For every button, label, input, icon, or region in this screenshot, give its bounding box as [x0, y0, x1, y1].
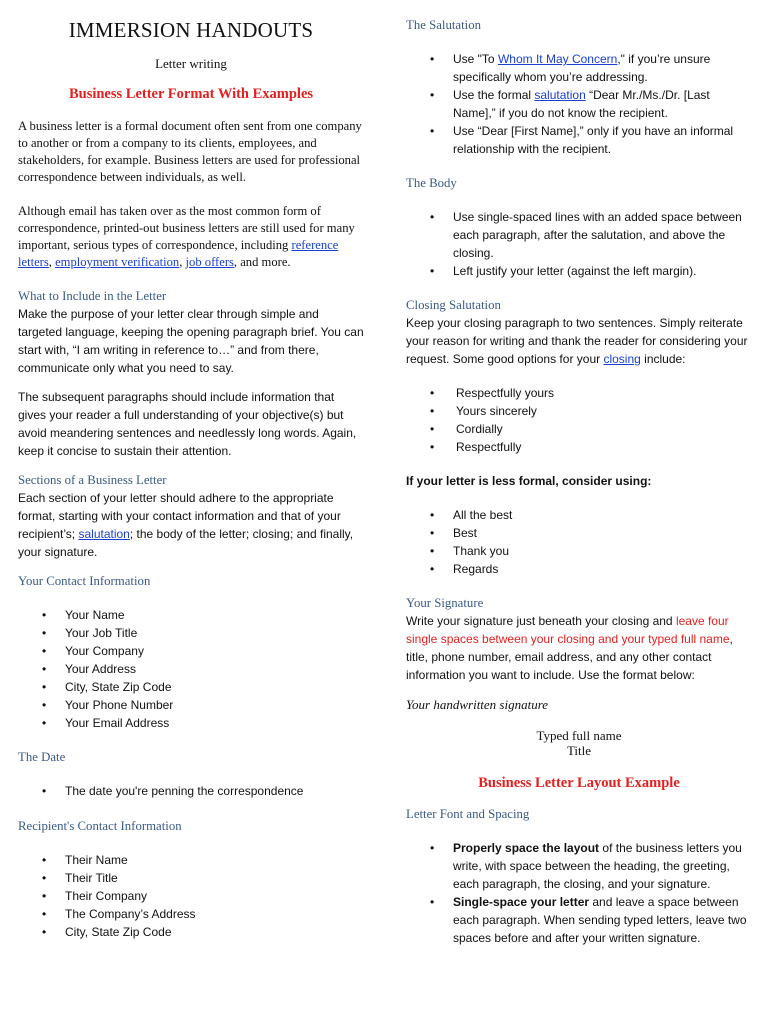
list-item: • Their Title — [18, 869, 364, 887]
list-item: • The Company’s Address — [18, 905, 364, 923]
closing-paragraph-text: Keep your closing paragraph to two sentences. Simply reiterate your reason for writing and thank the reader for considering your request. Some good options for your — [406, 316, 748, 366]
list-item: • Their Company — [18, 887, 364, 905]
whom-it-may-concern-link[interactable]: Whom It May Concern — [497, 52, 618, 66]
recipient-info-list — [18, 851, 364, 941]
list-item: • Your Phone Number — [18, 696, 364, 714]
list-item-text: ," if you’re unsure specifically whom you’re addressing. — [453, 52, 711, 84]
list-item: • City, State Zip Code — [18, 923, 364, 941]
list-item-text: and leave a space between each paragraph. When sending typed letters, leave two spaces before and after your written signature. — [453, 895, 747, 945]
salutation-heading: The Salutation — [406, 18, 481, 32]
list-item: • Left justify your letter (against the left margin). — [406, 262, 752, 280]
job-offers-link[interactable]: job offers — [185, 255, 234, 269]
font-spacing-list — [406, 839, 752, 947]
sections-paragraph — [18, 489, 364, 561]
contact-info-heading: Your Contact Information — [18, 574, 151, 588]
list-item: • Respectfully — [406, 438, 752, 456]
list-item: • Best — [406, 524, 752, 542]
list-item-text: Use "To — [453, 52, 498, 66]
list-item: • Your Address — [18, 660, 364, 678]
layout-example-heading: Business Letter Layout Example — [478, 775, 680, 791]
sections-paragraph-text: Each section of your letter should adhere to the appropriate format, starting with your contact information and that of your recipient’s; — [18, 491, 341, 541]
date-list — [18, 782, 364, 800]
employment-verification-link[interactable]: employment verification — [55, 255, 180, 269]
list-item: • The date you're penning the correspondence — [18, 782, 364, 800]
intro-paragraph-1: A business letter is a formal document often sent from one company to another or from a company to its clients, employees, and stakeholders, for example. Business letters are used for professional correspondence between individuals, as well. — [18, 119, 362, 184]
closing-salutation-heading: Closing Salutation — [406, 298, 501, 312]
body-heading: The Body — [406, 176, 457, 190]
separator: , — [179, 255, 186, 269]
closing-paragraph — [406, 314, 752, 368]
signature-paragraph — [406, 612, 752, 684]
list-item — [406, 893, 752, 947]
typed-full-name: Typed full name — [536, 728, 622, 743]
list-item: • Yours sincerely — [406, 402, 752, 420]
sections-paragraph-end: ; the body of the letter; closing; and finally, your signature. — [18, 527, 354, 559]
font-spacing-heading: Letter Font and Spacing — [406, 807, 530, 821]
salutation-link[interactable]: salutation — [78, 527, 130, 541]
intro-paragraph-2-text: Although email has taken over as the most common form of correspondence, printed-out business letters are still used for many important, serious types of correspondence, including — [18, 204, 355, 252]
list-item: • Your Name — [18, 606, 364, 624]
less-formal-note: If your letter is less formal, consider using: — [406, 474, 652, 488]
list-item: • Their Name — [18, 851, 364, 869]
list-item-text: of the business letters you write, with space between the heading, the greeting, each paragraph, the closing, and your signature. — [453, 841, 742, 891]
salutation-list — [406, 50, 752, 158]
list-item-text: Use the formal — [453, 88, 535, 102]
list-item: • All the best — [406, 506, 752, 524]
list-item: • Regards — [406, 560, 752, 578]
recipient-info-heading: Recipient's Contact Information — [18, 819, 182, 833]
list-item-text: “Dear Mr./Ms./Dr. [Last Name],” if you do not know the recipient. — [453, 88, 710, 120]
list-item: • Respectfully yours — [406, 384, 752, 402]
intro-paragraph-2 — [18, 203, 364, 271]
separator: , — [48, 255, 56, 269]
date-heading: The Date — [18, 750, 66, 764]
signature-paragraph-text: Write your signature just beneath your closing and — [406, 614, 676, 628]
informal-options-list — [406, 506, 752, 578]
list-item-bold: Single-space your letter — [453, 895, 590, 909]
signature-highlight: leave four single spaces between your closing and your typed full name — [406, 614, 730, 646]
list-item — [406, 839, 752, 893]
right-column — [406, 0, 752, 947]
list-item-bold: Properly space the layout — [453, 841, 600, 855]
what-paragraph-2: The subsequent paragraphs should include information that gives your reader a full understanding of your objective(s) but avoid meandering sentences and needlessly long words. Again, keep it concise to sustain their attention. — [18, 390, 357, 458]
list-item: • Your Company — [18, 642, 364, 660]
what-paragraph-1: Make the purpose of your letter clear through simple and targeted language, keeping the opening paragraph brief. You can start with, “I am writing in reference to…” and from there, communicate only what you need to say. — [18, 307, 364, 375]
list-item: • City, State Zip Code — [18, 678, 364, 696]
list-item: • Your Email Address — [18, 714, 364, 732]
signature-paragraph-end: , title, phone number, email address, and any other contact information you want to include. Use the format below: — [406, 632, 733, 682]
salutation-link[interactable]: salutation — [534, 88, 586, 102]
list-item: • Cordially — [406, 420, 752, 438]
left-column — [18, 0, 364, 941]
what-to-include-heading: What to Include in the Letter — [18, 289, 167, 303]
closing-options-list — [406, 384, 752, 456]
reference-letters-link[interactable]: reference letters — [18, 238, 339, 269]
list-item: • Thank you — [406, 542, 752, 560]
list-item — [406, 50, 752, 86]
closing-link[interactable]: closing — [603, 352, 641, 366]
intro-paragraph-2-end: , and more. — [233, 255, 291, 269]
list-item: • Your Job Title — [18, 624, 364, 642]
contact-info-list — [18, 606, 364, 732]
typed-title: Title — [566, 743, 592, 758]
document-title: IMMERSION HANDOUTS — [68, 18, 314, 42]
handwritten-signature-label: Your handwritten signature — [406, 697, 549, 712]
list-item: • Use “Dear [First Name],” only if you have an informal relationship with the recipient. — [406, 122, 752, 158]
list-item — [406, 86, 752, 122]
main-heading: Business Letter Format With Examples — [68, 86, 314, 102]
closing-paragraph-end: include: — [640, 352, 686, 366]
document-subtitle: Letter writing — [155, 56, 227, 71]
sections-heading: Sections of a Business Letter — [18, 473, 167, 487]
list-item: • Use single-spaced lines with an added space between each paragraph, after the salutation, and above the closing. — [406, 208, 752, 262]
signature-heading: Your Signature — [406, 596, 484, 610]
body-list — [406, 208, 752, 280]
